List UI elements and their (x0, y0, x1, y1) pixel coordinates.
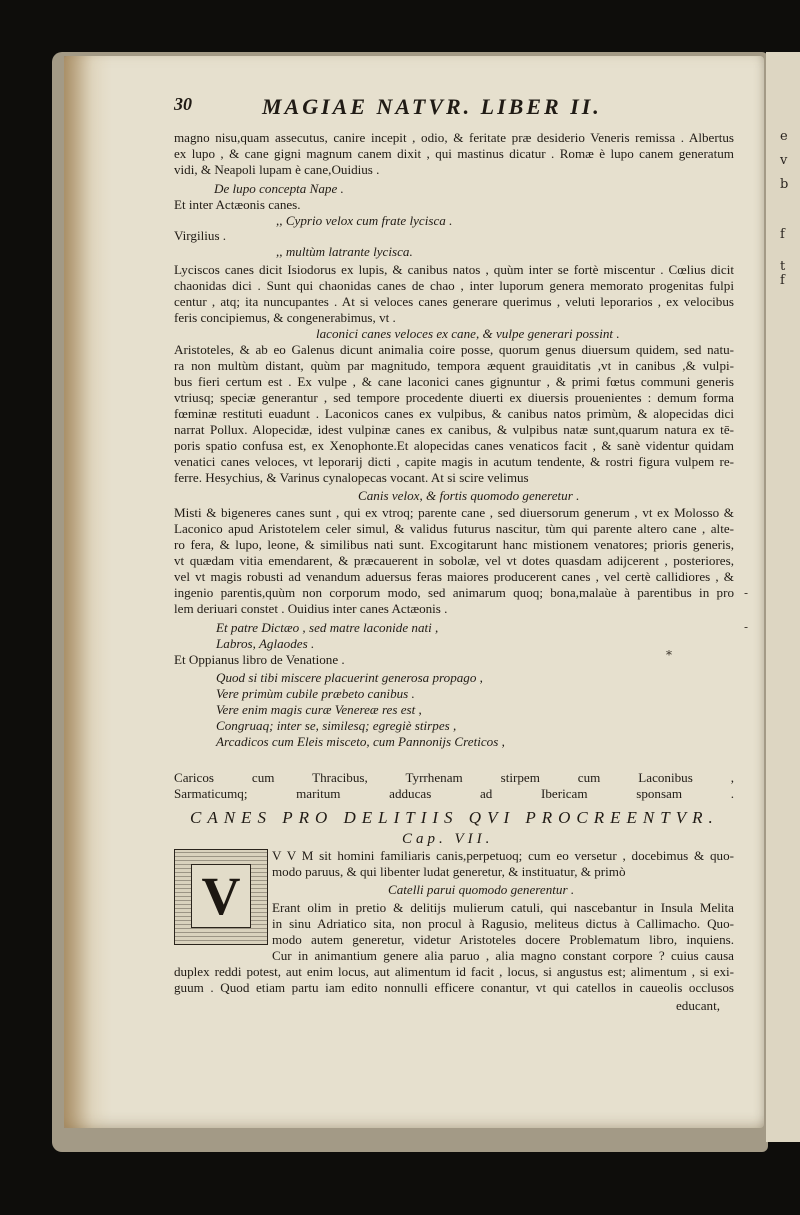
text-line: fœminæ restituti euadunt . Laconicos canes ex vulpibus, & canibus natos primùm, & alopecidas dici (174, 406, 734, 421)
text-line: magno nisu,quam assecutus, canire incepit , odio, & feritate præ desiderio Veneris remissa . Albertus (174, 130, 734, 145)
text-line: in sinu Adriatico sita, non procul à Ragusio, meliteus dictus à Callimacho. Quo- (272, 916, 734, 931)
verse-line: Labros, Aglaodes . (216, 636, 315, 651)
verse-line: Vere primùm cubile præbeto canibus . (216, 686, 415, 701)
text-line: poris spatio confusa est, ex Xenophonte.Et alopecidas canes venaticos facit , & sanè videntur quidam (174, 438, 734, 453)
verse-line: Congruaq; inter se, similesq; egregiè stirpes , (216, 718, 457, 733)
page-number: 30 (174, 94, 192, 114)
text-line: Misti & bigeneres canes sunt , qui ex vtroq; parente cane , sed diuersorum generum , vt ex Molosso & (174, 505, 734, 520)
text-line: guum . Quod etiam partu iam edito nonnulli efficere conantur, vt qui catellos in caueolis occlusos (174, 980, 734, 995)
text-line: Virgilius . (174, 228, 227, 243)
subheading: laconici canes veloces ex cane, & vulpe generari possint . (316, 326, 620, 341)
text-line: ex lupo , & cane gigni magnum canem dixit , qui mastinus dicatur . Romæ è lupo canem generatum (174, 146, 734, 161)
text-line: chaonidas dici . Sunt qui chaonidas canes de chao , inter luporum genera memorato progenitas fulpi (174, 278, 734, 293)
verse-line: ,, Cyprio velox cum frate lycisca . (276, 213, 453, 228)
text-line: duplex reddi potest, aut enim locus, aut alimentum id facit , locus, si angustus est; alimentum , si exi- (174, 964, 734, 979)
text-line: Cur in animantium genere alia paruo , alia magno constant corpore ? cuius causa (272, 948, 734, 963)
text-line: vidi, & Neapoli lupam è cane,Ouidius . (174, 162, 380, 177)
verse-line: ,, multùm latrante lycisca. (276, 244, 413, 259)
catchword: educant, (676, 998, 720, 1013)
chapter-body (0, 56, 800, 1215)
facing-page-fragment: f (780, 227, 785, 242)
text-line: Et inter Actæonis canes. (174, 197, 301, 212)
running-title: MAGIAE NATVR. LIBER II. (262, 94, 602, 119)
text-line: Caricos cum Thracibus, Tyrrhenam stirpem cum Laconibus , (174, 770, 734, 785)
subheading: Canis velox, & fortis quomodo generetur . (358, 488, 580, 503)
text-line: vel vt magis robusti ad venandum aduersus feras maiores producerent canes , vel certè callidiores , & (174, 569, 734, 584)
text-line: Laconico apud Aristotelem celer simul, & validus futurus nascitur, tùm qui parente altero cane , alte- (174, 521, 734, 536)
verse-line: Quod si tibi miscere placuerint generosa propago , (216, 670, 483, 685)
text-line: centur , atq; ita nuncupantes . At si veloces canes generare querimus , veluti leporarios , ex velocibus (174, 294, 734, 309)
text-line: venatici canes veloces, vt leporarij dicti , capite magis in acutum tendente, & rostri figura vulpem re- (174, 454, 734, 469)
facing-page-fragment: f (780, 273, 785, 288)
text-line: Et Oppianus libro de Venatione . (174, 652, 345, 667)
text-line: bus fieri certum est . Ex vulpe , & cane laconici canes gignuntur , & primi fœtus communi generis (174, 374, 734, 389)
text-line: ra non multùm distant, quùm par magnitudo, tempora æquent grauiditatis ,vt in canibus ,& vulpi- (174, 358, 734, 373)
margin-mark: * (666, 648, 672, 662)
initial-frame (191, 864, 251, 928)
text-line: V V M sit homini familiaris canis,perpetuoq; cum eo versetur , docebimus & quo- (272, 848, 734, 863)
text-line: Aristoteles, & ab eo Galenus dicunt animalia coire posse, quorum genus diuersum quidem, sed natu- (174, 342, 734, 357)
verse-line: De lupo concepta Nape . (214, 181, 344, 196)
text-line: vt quædam vitia emendarent, & præcauerent in sobolæ, vel vt dotes quasdam adijcerent , posteriores, (174, 553, 734, 568)
text-line: ferre. Hesychius, & Varinus cynalopecas vocant. At si scire velimus (174, 470, 529, 485)
text-line: vtriusq; speciæ generantur , sed tempore procedente diuerti ex diuersis prouenientes : demum forma (174, 390, 734, 405)
facing-page-fragment: t (780, 259, 786, 274)
text-line: Sarmaticumq; maritum adducas ad Ibericam sponsam . (174, 786, 734, 801)
text-line: modo autem generetur, videtur Aristoteles docere Problematum libro, inquiens. (272, 932, 734, 947)
text-line: Lyciscos canes dicit Isiodorus ex lupis, & canibus natos , quùm inter se fortè miscentur . Cœlius dicit (174, 262, 734, 277)
chapter-number: Cap. VII. (402, 831, 494, 847)
initial-letter: V (201, 866, 241, 926)
decorated-initial (174, 849, 268, 945)
verse-line: Arcadicos cum Eleis misceto, cum Pannonijs Creticos , (216, 734, 505, 749)
verse-line: Et patre Dictæo , sed matre laconide nati , (216, 620, 439, 635)
text-line: ro fera, & lupo, leone, & similibus nati sunt. Excogitarunt hanc mistionem venatores; prioris generis, (174, 537, 734, 552)
margin-mark: - (744, 586, 749, 600)
text-line: lem deriuari constet . Ouidius inter canes Actæonis . (174, 601, 448, 616)
text-line: narrat Pollux. Alopecidæ, idest vulpinæ canes ex canibus, & vulpibus natæ sunt,quarum natura ex tē- (174, 422, 734, 437)
text-line: Erant olim in pretio & delitijs mulierum catuli, qui nascebantur in Insula Melita (272, 900, 734, 915)
text-line: modo paruus, & qui libenter ludat generetur, & instituatur, & primò (272, 864, 626, 879)
text-line: feris concipiemus, & congenerabimus, vt . (174, 310, 396, 325)
verse-line: Vere enim magis curæ Venereæ res est , (216, 702, 422, 717)
margin-mark: - (744, 620, 749, 634)
chapter-title: CANES PRO DELITIIS QVI PROCREENTVR. (190, 808, 719, 827)
facing-page-fragment: b (780, 177, 789, 192)
subheading: Catelli parui quomodo generentur . (388, 882, 575, 897)
facing-page-fragment: v (780, 153, 788, 168)
facing-page-fragment: e (780, 129, 788, 144)
text-line: ingenio parentis,quùm non corporum modo, sed animarum quoq; bona,malaùe à parentibus in pro (174, 585, 734, 600)
